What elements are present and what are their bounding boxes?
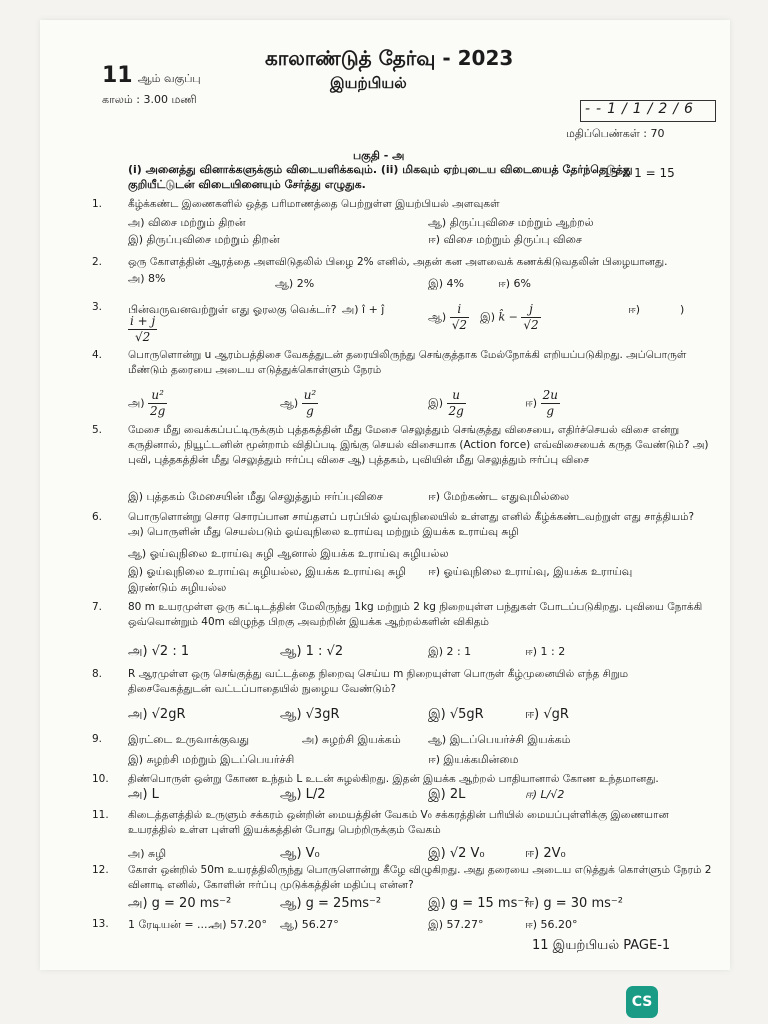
- question-text: பொருளொன்று சொர சொரப்பான சாய்தளப் பரப்பில் ஓய்வுநிலையில் உள்ளது எனில் கீழ்க்கண்டவற்றுள் எது சாத்தியம்? அ) பொருளின் மீது செயல்படும் ஓய்வுநிலை உராய்வு மற்றும் இயக்க உராய்வு சுழி: [128, 511, 695, 538]
- option-a: அ) 57.20°: [210, 918, 268, 931]
- option-a: அ) $\frac{\text{u²}}{2g}$: [128, 388, 166, 418]
- question-number: 1.: [92, 198, 103, 210]
- option-d-math: $\frac{i + j}{√2}$: [130, 314, 156, 344]
- option-a: அ) g = 20 ms⁻²: [128, 896, 232, 911]
- option-b-math: $\frac{i}{√2}$: [451, 302, 467, 332]
- option-a: அ) √2gR: [128, 707, 186, 722]
- question-text: கீழ்க்கண்ட இணைகளில் ஒத்த பரிமாணத்தை பெற்றுள்ள இயற்பியல் அளவுகள்: [128, 198, 500, 210]
- camscanner-logo-icon: CS: [626, 986, 658, 1018]
- option-b: ஆ) 56.27°: [280, 918, 339, 931]
- section-title: பகுதி - அ: [353, 149, 405, 162]
- question-number: 13.: [92, 918, 109, 930]
- option-a: அ) சுழி: [128, 847, 167, 860]
- option-b: ஆ) V₀: [280, 846, 320, 861]
- option-c: இ) 4%: [428, 277, 464, 290]
- question-number: 11.: [92, 809, 109, 821]
- option-d: ஈ) 2V₀: [525, 846, 566, 861]
- option-b: ஆ) ஓய்வுநிலை உராய்வு சுழி ஆனால் இயக்க உராய்வு சுழியல்ல: [128, 547, 449, 560]
- option-c: இ) $\frac{u}{2g}$: [428, 388, 464, 418]
- option-c: இ) √5gR: [428, 707, 484, 722]
- option-d: ஈ) g = 30 ms⁻²: [525, 896, 623, 911]
- question-number: 7.: [92, 601, 103, 613]
- option-c: இ) சுழற்சி மற்றும் இடப்பெயர்ச்சி: [128, 753, 295, 766]
- option-c-label: இ): [428, 396, 443, 410]
- exam-title: காலாண்டுத் தேர்வு - 2023: [265, 46, 514, 70]
- option-c-label: இ): [480, 310, 495, 324]
- question-number: 8.: [92, 668, 103, 680]
- question-text: கோள் ஒன்றில் 50m உயரத்திலிருந்து பொருளொன்று கீழே விழுகிறது. அது தரையை அடைய எடுத்துக் கொள்ளும் நேரம் 2 வினாடி எனில், கோளின் ஈர்ப்பு முடுக்கத்தின் மதிப்பு என்ன?: [128, 864, 712, 891]
- question-text: மேசை மீது வைக்கப்பட்டிருக்கும் புத்தகத்தின் மீது மேசை செலுத்தும் செங்குத்து விசையை, எதிர்ச்செயல் விசை என்று கருதினால், நியூட்டனின் மூன்றாம் விதிப்படி இங்கு செயல் விசையாக (Action force) எவ்விசையைக் கருத வேண்டும்? அ) புவி, புத்தகத்தின் மீது செலுத்தும் ஈர்ப்பு விசை ஆ) புத்தகம், புவியின் மீது செலுத்தும் ஈர்ப்பு விசை: [128, 424, 709, 466]
- question-number: 6.: [92, 511, 103, 523]
- option-b: ஆ) 1 : √2: [280, 644, 344, 659]
- marks-formula: 15 X 1 = 15: [603, 166, 675, 180]
- option-b: ஆ) 2%: [275, 277, 315, 290]
- option-a: அ) விசை மற்றும் திறன்: [128, 216, 246, 229]
- option-d: ஈ) விசை மற்றும் திருப்பு விசை: [428, 233, 583, 246]
- question-text: திண்பொருள் ஒன்று கோண உந்தம் L உடன் சுழல்கிறது. இதன் இயக்க ஆற்றல் பாதியானால் கோண உந்தமானது.: [128, 773, 659, 785]
- option-a: அ) î + ĵ: [342, 303, 385, 316]
- option-a-label: அ): [128, 396, 145, 410]
- option-c-math-k: k̂ −: [498, 310, 518, 324]
- option-d: ஈ) இயக்கமின்மை: [428, 753, 519, 766]
- instructions-line-2: குறியீட்டுடன் விடையினையும் சேர்த்து எழுதுக.: [128, 178, 366, 191]
- question-text: 80 m உயரமுள்ள ஒரு கட்டிடத்தின் மேலிருந்து 1kg மற்றும் 2 kg நிறையுள்ள பந்துகள் போடப்படுகிறது. புவியை நோக்கி ஒவ்வொன்றும் 40m விழுந்த பிறகு அவற்றின் இயக்க ஆற்றல்களின் விகிதம்: [128, 601, 703, 628]
- option-a: அ) √2 : 1: [128, 644, 190, 659]
- option-c: இ) திருப்புவிசை மற்றும் திறன்: [128, 233, 280, 246]
- option-d: ஈ) ஓய்வுநிலை உராய்வு, இயக்க உராய்வு: [428, 565, 633, 578]
- page-footer: 11 இயற்பியல் PAGE-1: [532, 938, 671, 953]
- option-d: ஈ) 56.20°: [525, 918, 578, 931]
- option-a: அ) சுழற்சி இயக்கம்: [302, 733, 401, 746]
- option-b-label: ஆ): [428, 310, 447, 324]
- option-b: ஆ) $\frac{\text{u²}}{g}$: [280, 388, 317, 418]
- option-c: [480, 302, 541, 333]
- option-b: ஆ) இடப்பெயர்ச்சி இயக்கம்: [428, 733, 571, 746]
- question-text: 1 ரேடியன் = .....: [128, 918, 215, 931]
- question-number: 3.: [92, 301, 103, 313]
- option-b: ஆ) L/2: [280, 787, 326, 802]
- question-number: 12.: [92, 864, 109, 876]
- option-c: இ) புத்தகம் மேசையின் மீது செலுத்தும் ஈர்ப்புவிசை: [128, 490, 383, 503]
- option-d-label: ஈ): [628, 303, 641, 316]
- question-number: 2.: [92, 256, 103, 268]
- option-c-math: $\frac{j}{√2}$: [523, 302, 539, 332]
- question-number: 9.: [92, 733, 103, 745]
- option-d-label: ஈ): [525, 396, 538, 410]
- option-c: இ) 2 : 1: [428, 645, 472, 658]
- class-label: [102, 63, 201, 88]
- question-text: கிடைத்தளத்தில் உருளும் சக்கரம் ஒன்றின் மையத்தின் வேகம் V₀ சக்கரத்தின் பரியில் மையப்புள்ளிக்கு இணையான உயரத்தில் உள்ள புள்ளி இயக்கத்தின் போது பெற்றிருக்கும் வேகம்: [128, 809, 669, 836]
- total-marks: மதிப்பெண்கள் : 70: [566, 127, 665, 140]
- question-number: 5.: [92, 424, 103, 436]
- option-c: இ) ஓய்வுநிலை உராய்வு சுழியல்ல, இயக்க உராய்வு சுழி: [128, 565, 406, 578]
- option-c: இ) √2 V₀: [428, 846, 485, 861]
- register-number-box: --1/1/2/6: [580, 100, 716, 122]
- question-text: இரட்டை உருவாக்குவது: [128, 733, 250, 746]
- option-d-cont: இரண்டும் சுழியல்ல: [128, 581, 227, 594]
- option-d: ஈ) 6%: [498, 277, 531, 290]
- option-d: ஈ) √gR: [525, 707, 569, 722]
- option-b: [428, 302, 469, 333]
- option-c: இ) 57.27°: [428, 918, 484, 931]
- option-b: ஆ) g = 25ms⁻²: [280, 896, 382, 911]
- question-number: 10.: [92, 773, 109, 785]
- question-number: 4.: [92, 349, 103, 361]
- option-d: ஈ) மேற்கண்ட எதுவுமில்லை: [428, 490, 570, 503]
- option-c: இ) 2L: [428, 787, 466, 802]
- subject-title: இயற்பியல்: [330, 74, 407, 92]
- option-b: ஆ) √3gR: [280, 707, 340, 722]
- time-label: காலம் : 3.00 மணி: [102, 93, 197, 106]
- class-suffix: ஆம் வகுப்பு: [137, 72, 201, 85]
- question-text: பின்வருவனவற்றுள் எது ஓரலகு வெக்டர்?: [128, 303, 337, 316]
- option-a: அ) 8%: [128, 272, 166, 285]
- question-text: பொருளொன்று u ஆரம்பத்திசை வேகத்துடன் தரையிலிருந்து செங்குத்தாக மேல்நோக்கி எறியப்படுகிறது. அப்பொருள் மீண்டும் தரையை அடைய எடுத்துக்கொள்ளும் நேரம்: [128, 349, 687, 376]
- option-d: ஈ) $\frac{2u}{g}$: [525, 388, 558, 418]
- exam-paper: [40, 20, 730, 970]
- class-number: 11: [102, 63, 133, 88]
- instructions-line-1: (i) அனைத்து வினாக்களுக்கும் விடையளிக்கவும். (ii) மிகவும் ஏற்புடைய விடையைத் தேர்ந்தெடுத்து: [128, 163, 633, 176]
- option-b: ஆ) திருப்புவிசை மற்றும் ஆற்றல்: [428, 216, 594, 229]
- option-d-close: ): [680, 303, 685, 316]
- option-a: அ) L: [128, 787, 159, 802]
- option-d: ஈ) L/√2: [525, 788, 565, 801]
- option-d: ஈ) 1 : 2: [525, 645, 566, 658]
- question-text: R ஆரமுள்ள ஒரு செங்குத்து வட்டத்தை நிறைவு செய்ய m நிறையுள்ள பொருள் கீழ்முனையில் எந்த சிறும திசைவேகத்துடன் வட்டப்பாதையில் நுழைய வேண்டும்?: [128, 668, 629, 695]
- question-text: ஒரு கோளத்தின் ஆரத்தை அளவிடுதலில் பிழை 2% எனில், அதன் கன அளவைக் கணக்கிடுவதலின் பிழையானது.: [128, 256, 668, 268]
- option-b-label: ஆ): [280, 396, 299, 410]
- option-c: இ) g = 15 ms⁻²: [428, 896, 530, 911]
